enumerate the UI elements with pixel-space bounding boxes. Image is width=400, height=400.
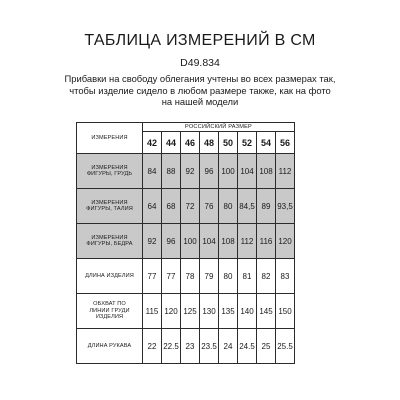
value-cell: 104 [238,154,257,189]
value-cell: 77 [143,259,162,294]
row-label-line: ДЛИНА РУКАВА [87,342,132,349]
fit-note [55,73,345,108]
size-header-cell: 46 [181,132,200,154]
table-row [77,294,295,329]
value-cell: 83 [276,259,295,294]
value-cell: 64 [143,189,162,224]
row-label-line: ИЗМЕРЕНИЯ [91,199,128,206]
table-row [77,329,295,364]
row-label-line: ОБХВАТ ПО [93,301,126,308]
value-cell: 108 [219,224,238,259]
value-cell: 92 [143,224,162,259]
fit-note-line-2: чтобы изделие сидело в любом размере также, как на фото [69,84,331,96]
value-cell: 116 [257,224,276,259]
table-row [77,259,295,294]
value-cell: 115 [143,294,162,329]
size-header-cell: 50 [219,132,238,154]
value-cell: 125 [181,294,200,329]
value-cell: 96 [200,154,219,189]
value-cell: 25 [257,329,276,364]
table-row [77,224,295,259]
value-cell: 79 [200,259,219,294]
row-label-line: ДЛИНА ИЗДЕЛИЯ [85,272,134,279]
value-cell: 68 [162,189,181,224]
value-cell: 120 [276,224,295,259]
row-label-line: ИЗДЕЛИЯ [95,314,124,321]
value-cell: 112 [276,154,295,189]
table-header-row [77,123,295,132]
size-header-cell: 48 [200,132,219,154]
value-cell: 145 [257,294,276,329]
value-cell: 76 [200,189,219,224]
page-title: ТАБЛИЦА ИЗМЕРЕНИЙ В СМ [84,32,316,49]
value-cell: 23.5 [200,329,219,364]
row-label-line: ЛИНИИ ГРУДИ [89,307,130,314]
value-cell: 92 [181,154,200,189]
row-label-line: ФИГУРЫ, ТАЛИЯ [86,206,133,212]
value-cell: 120 [162,294,181,329]
row-label-line: ФИГУРЫ, БЕДРА [86,241,133,247]
value-cell: 80 [219,189,238,224]
value-cell: 24 [219,329,238,364]
row-label-line: ИЗМЕРЕНИЯ [91,234,128,241]
size-header-cell: 54 [257,132,276,154]
value-cell: 22 [143,329,162,364]
value-cell: 77 [162,259,181,294]
value-cell: 150 [276,294,295,329]
measurements-header: ИЗМЕРЕНИЯ [77,123,143,154]
value-cell: 25.5 [276,329,295,364]
row-label [77,329,143,364]
size-header-cell: 56 [276,132,295,154]
value-cell: 80 [219,259,238,294]
value-cell: 78 [181,259,200,294]
fit-note-line-3: на нашей модели [161,96,239,107]
value-cell: 93,5 [276,189,295,224]
row-label [77,189,143,224]
row-label-line: ФИГУРЫ, ГРУДЬ [86,171,133,177]
value-cell: 130 [200,294,219,329]
value-cell: 100 [181,224,200,259]
row-label [77,224,143,259]
value-cell: 140 [238,294,257,329]
value-cell: 100 [219,154,238,189]
value-cell: 96 [162,224,181,259]
value-cell: 23 [181,329,200,364]
value-cell: 108 [257,154,276,189]
size-header-cell: 42 [143,132,162,154]
table-row [77,154,295,189]
value-cell: 22.5 [162,329,181,364]
row-label [77,154,143,189]
size-table [76,122,295,364]
value-cell: 81 [238,259,257,294]
fit-note-line-1: Прибавки на свободу облегания учтены во всех размерах так, [64,73,336,84]
value-cell: 89 [257,189,276,224]
value-cell: 84 [143,154,162,189]
article-number: D49.834 [180,57,220,69]
table-row [77,189,295,224]
row-label-line: ИЗМЕРЕНИЯ [91,164,128,171]
value-cell: 112 [238,224,257,259]
size-header-cell: 44 [162,132,181,154]
value-cell: 24.5 [238,329,257,364]
value-cell: 82 [257,259,276,294]
row-label [77,259,143,294]
value-cell: 72 [181,189,200,224]
value-cell: 84,5 [238,189,257,224]
value-cell: 88 [162,154,181,189]
value-cell: 135 [219,294,238,329]
size-group-header: РОССИЙСКИЙ РАЗМЕР [143,123,295,132]
row-label [77,294,143,329]
value-cell: 104 [200,224,219,259]
size-header-cell: 52 [238,132,257,154]
